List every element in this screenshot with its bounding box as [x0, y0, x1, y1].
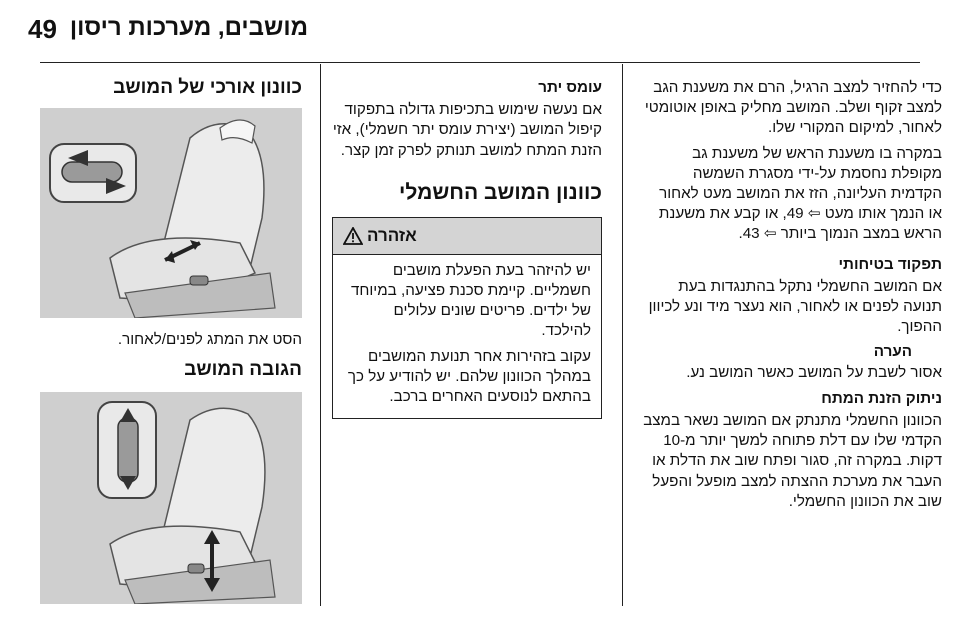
note-text: אסור לשבת על המושב כאשר המושב נע. — [686, 363, 942, 381]
seat-illustration-icon — [40, 108, 302, 318]
power-disconnect-text: הכוונון החשמלי מתנתק אם המושב נשאר במצב הקדמי שלו עם דלת פתוחה למשך יותר מ-10 דקות. במקרה זה, סגור ופתח שוב את הדלת או העבר את מערכת ההצתה למצב מופעל והפעל שוב את הכוונון החשמלי. — [643, 412, 942, 510]
electric-seat-heading: כוונון המושב החשמלי — [398, 180, 602, 204]
header-divider — [40, 62, 920, 63]
note-heading: הערה — [873, 343, 912, 361]
overload-heading: עומס יתר — [538, 79, 602, 96]
page-header — [0, 0, 960, 62]
warning-paragraph: יש להיזהר בעת הפעלת מושבים חשמליים. קיימת סכנת פציעה, במיוחד של ילדים. פריטים שונים עלולים להילכד. — [350, 261, 591, 340]
right-column — [642, 78, 942, 517]
warning-box — [332, 217, 602, 419]
column-divider-right — [622, 64, 623, 606]
power-disconnect-heading: ניתוק הזנת המתח — [821, 389, 942, 407]
seat-longitudinal-illustration — [40, 108, 302, 318]
left-column-lower — [40, 330, 302, 392]
seat-illustration-icon — [40, 392, 302, 604]
warning-triangle-icon — [343, 227, 363, 245]
page-number: 49 — [28, 14, 57, 44]
left-column — [40, 78, 302, 110]
column-divider-left — [320, 64, 321, 606]
warning-body — [333, 255, 601, 418]
seat-height-heading: הגובה המושב — [184, 359, 302, 381]
warning-label: אזהרה — [367, 225, 417, 245]
warning-paragraph: עקוב בזהירות אחר תנועת המושבים במהלך הכוונון שלהם. יש להודיע על כך בהתאם לנוסעים האחרים ברכב. — [347, 347, 591, 406]
seat-height-illustration — [40, 392, 302, 604]
figure-caption: הסט את המתג לפנים/לאחור. — [117, 331, 302, 348]
safety-function-heading: תפקוד בטיחותי — [838, 255, 942, 273]
longitudinal-adjust-heading: כוונון אורכי של המושב — [113, 77, 302, 98]
overload-text: אם נעשה שימוש בתכיפות גדולה בתפקוד קיפול המושב (יצירת עומס יתר חשמלי), אזי הזנת המתח למושב תנותק לפרק זמן קצר. — [332, 101, 602, 159]
safety-function-text: אם המושב החשמלי נתקל בהתנגדות בעת תנועה לפנים או לאחור, הוא נעצר מיד ונע לכיוון ההפוך. — [648, 277, 942, 336]
paragraph-headrest: במקרה בו משענת הראש של משענת גב מקופלת נחסמת על-ידי מסגרת השמשה הקדמית העליונה, הזז את המושב מעט לאחור או הנמך אותו מעט ⇦ 49, או קבע את משענת הראש במצב הנמוך ביותר ⇦ 43. — [658, 144, 942, 243]
chapter-title: מושבים, מערכות ריסון — [69, 14, 308, 41]
warning-header — [333, 218, 601, 255]
middle-column — [332, 78, 602, 419]
paragraph-restore: כדי להחזיר למצב הרגיל, הרם את משענת הגב למצב זקוף ושלב. המושב מחליק באופן אוטומטי לאחור, למיקום המקורי שלו. — [644, 79, 942, 137]
